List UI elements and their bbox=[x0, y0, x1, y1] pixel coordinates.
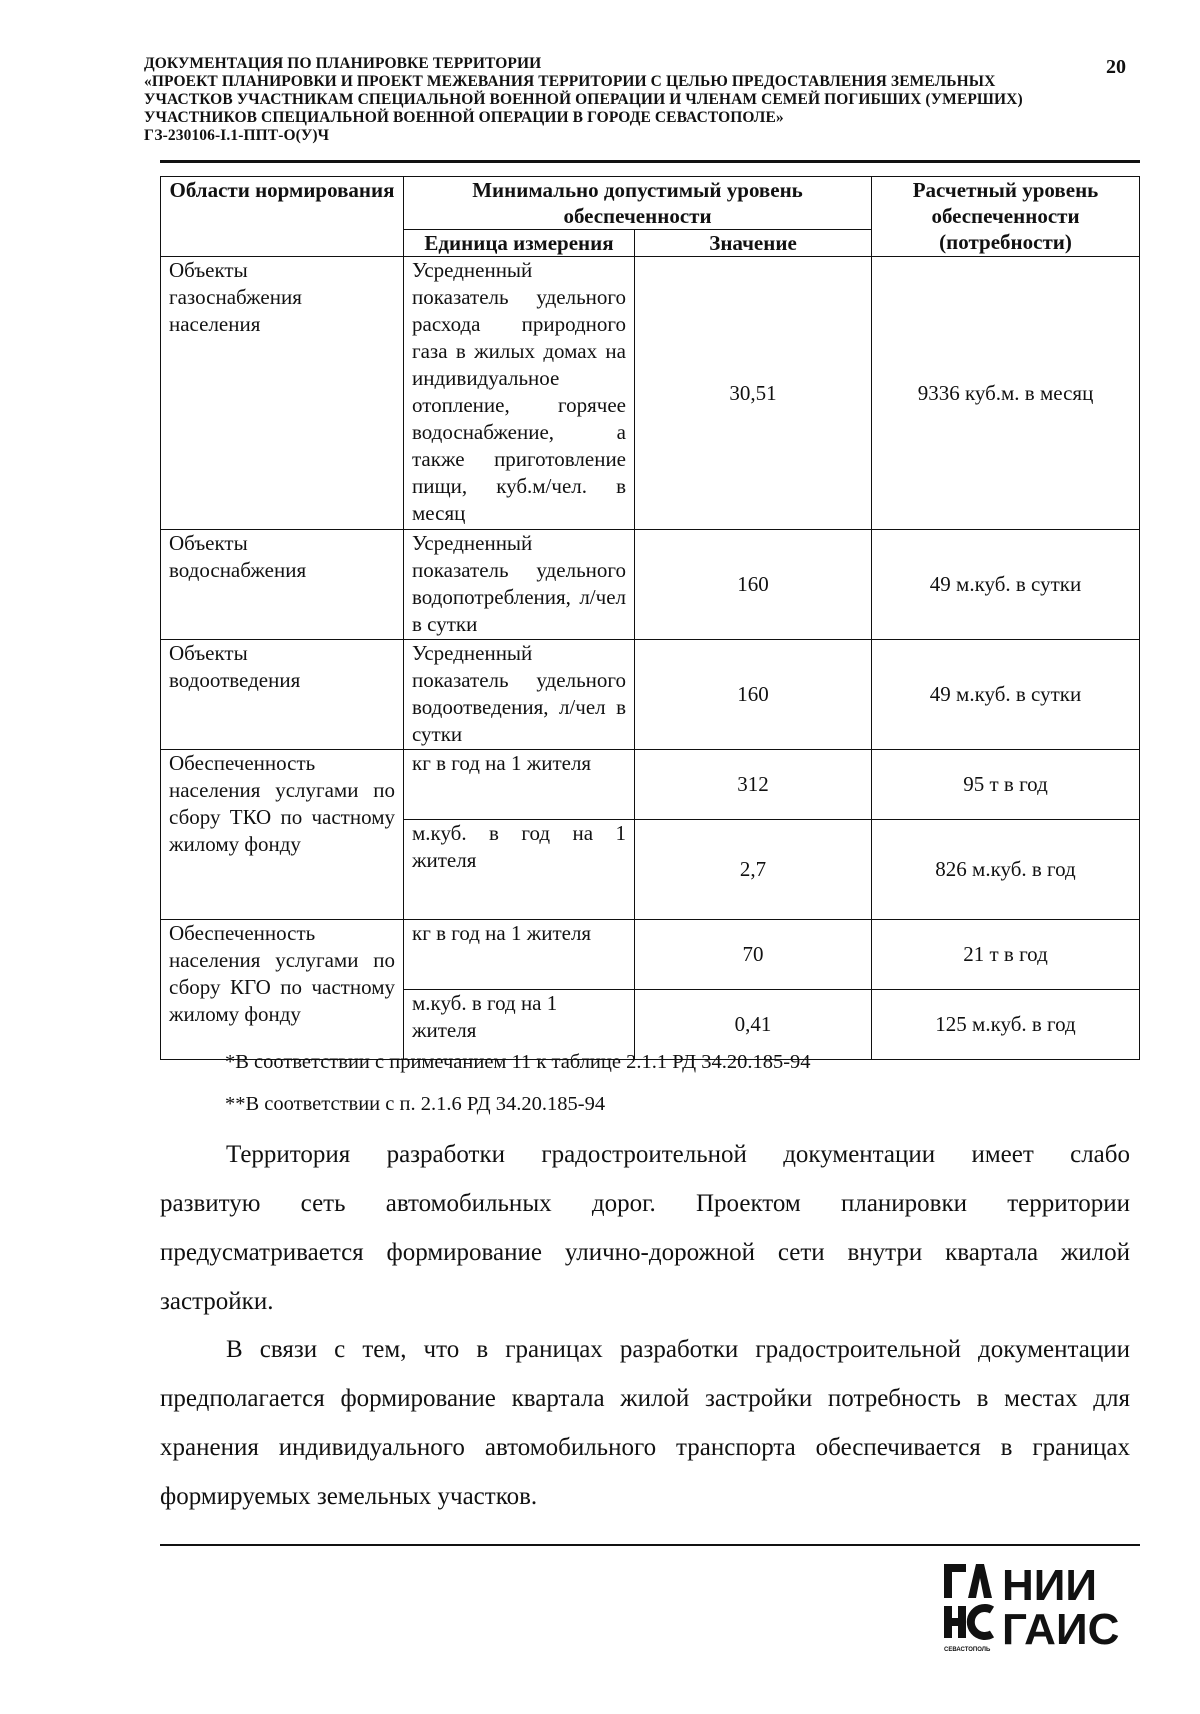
paragraph-line: В связи с тем, что в границах разработки градостроительной документации bbox=[226, 1336, 1130, 1363]
area-cell: Объекты водоснабжения bbox=[161, 530, 404, 640]
calc-cell: 826 м.куб. в год bbox=[872, 820, 1140, 920]
paragraph-line: Территория разработки градостроительной документации имеет слабо bbox=[226, 1141, 1130, 1168]
value-cell: 160 bbox=[635, 530, 872, 640]
calc-cell: 21 т в год bbox=[872, 920, 1140, 990]
svg-text:ГАИС: ГАИС bbox=[1002, 1605, 1120, 1654]
header-line: УЧАСТКОВ УЧАСТНИКАМ СПЕЦИАЛЬНОЙ ВОЕННОЙ ОПЕРАЦИИ И ЧЛЕНАМ СЕМЕЙ ПОГИБШИХ (УМЕРШИХ) bbox=[144, 91, 1023, 108]
unit-cell: кг в год на 1 жителя bbox=[404, 750, 635, 820]
paragraph-line: развитую сеть автомобильных дорог. Проектом планировки территории bbox=[160, 1190, 1130, 1217]
area-cell: Объекты газоснабжения населения bbox=[161, 257, 404, 530]
calc-cell: 9336 куб.м. в месяц bbox=[872, 257, 1140, 530]
footer-rule bbox=[160, 1544, 1140, 1546]
area-cell: Объекты водоотведения bbox=[161, 640, 404, 750]
table-row bbox=[161, 920, 1140, 990]
calc-cell: 95 т в год bbox=[872, 750, 1140, 820]
header-code: ГЗ-230106-I.1-ППТ-О(У)Ч bbox=[144, 127, 330, 144]
unit-cell: Усредненный показатель удельного расхода природного газа в жилых домах на индивидуальное отопление, горячее водоснабжение, а также приготовление пищи, куб.м/чел. в месяц bbox=[404, 257, 635, 530]
value-cell: 30,51 bbox=[635, 257, 872, 530]
paragraph-roads bbox=[160, 1130, 1130, 1326]
unit-cell: кг в год на 1 жителя bbox=[404, 920, 635, 990]
page-number: 20 bbox=[1106, 56, 1126, 78]
paragraph-parking bbox=[160, 1325, 1130, 1521]
area-cell: Обеспеченность населения услугами по сбору КГО по частному жилому фонду bbox=[161, 920, 404, 1060]
value-cell: 2,7 bbox=[635, 820, 872, 920]
calc-cell: 125 м.куб. в год bbox=[872, 990, 1140, 1060]
table-row bbox=[161, 750, 1140, 820]
value-cell: 160 bbox=[635, 640, 872, 750]
svg-text:СЕВАСТОПОЛЬ: СЕВАСТОПОЛЬ bbox=[944, 1647, 991, 1653]
unit-cell: м.куб. в год на 1 жителя bbox=[404, 820, 635, 920]
header-min-level: Минимально допустимый уровень обеспеченности bbox=[404, 177, 872, 230]
footnote-2: **В соответствии с п. 2.1.6 РД 34.20.185-94 bbox=[225, 1093, 606, 1115]
paragraph-line: хранения индивидуального автомобильного транспорта обеспечивается в границах bbox=[160, 1434, 1130, 1461]
header-calc-level: Расчетный уровень обеспеченности (потребности) bbox=[872, 177, 1140, 257]
norms-table bbox=[160, 176, 1140, 1060]
table-row bbox=[161, 530, 1140, 640]
logo-mark-icon bbox=[942, 1556, 1128, 1666]
header-rule bbox=[160, 160, 1140, 163]
header-value: Значение bbox=[635, 230, 872, 257]
header-unit: Единица измерения bbox=[404, 230, 635, 257]
paragraph-line: предусматривается формирование улично-дорожной сети внутри квартала жилой bbox=[160, 1239, 1130, 1266]
niigais-logo bbox=[942, 1556, 1128, 1666]
paragraph-line: формируемых земельных участков. bbox=[160, 1483, 538, 1510]
table-row bbox=[161, 257, 1140, 530]
area-cell: Обеспеченность населения услугами по сбору ТКО по частному жилому фонду bbox=[161, 750, 404, 920]
paragraph-line: застройки. bbox=[160, 1288, 274, 1315]
value-cell: 312 bbox=[635, 750, 872, 820]
svg-text:НИИ: НИИ bbox=[1002, 1561, 1098, 1610]
footnote-1: *В соответствии с примечанием 11 к таблице 2.1.1 РД 34.20.185-94 bbox=[225, 1051, 811, 1073]
value-cell: 0,41 bbox=[635, 990, 872, 1060]
header-line: ДОКУМЕНТАЦИЯ ПО ПЛАНИРОВКЕ ТЕРРИТОРИИ bbox=[144, 55, 542, 72]
table-row bbox=[161, 640, 1140, 750]
document-header bbox=[144, 55, 1084, 145]
paragraph-line: предполагается формирование квартала жилой застройки потребность в местах для bbox=[160, 1385, 1130, 1412]
calc-cell: 49 м.куб. в сутки bbox=[872, 530, 1140, 640]
unit-cell: Усредненный показатель удельного водопотребления, л/чел в сутки bbox=[404, 530, 635, 640]
value-cell: 70 bbox=[635, 920, 872, 990]
calc-cell: 49 м.куб. в сутки bbox=[872, 640, 1140, 750]
unit-cell: Усредненный показатель удельного водоотведения, л/чел в сутки bbox=[404, 640, 635, 750]
header-area: Области нормирования bbox=[161, 177, 404, 257]
header-line: УЧАСТНИКОВ СПЕЦИАЛЬНОЙ ВОЕННОЙ ОПЕРАЦИИ В ГОРОДЕ СЕВАСТОПОЛЕ» bbox=[144, 109, 784, 126]
header-line: «ПРОЕКТ ПЛАНИРОВКИ И ПРОЕКТ МЕЖЕВАНИЯ ТЕРРИТОРИИ С ЦЕЛЬЮ ПРЕДОСТАВЛЕНИЯ ЗЕМЕЛЬНЫХ bbox=[144, 73, 996, 90]
unit-cell: м.куб. в год на 1 жителя bbox=[404, 990, 635, 1060]
